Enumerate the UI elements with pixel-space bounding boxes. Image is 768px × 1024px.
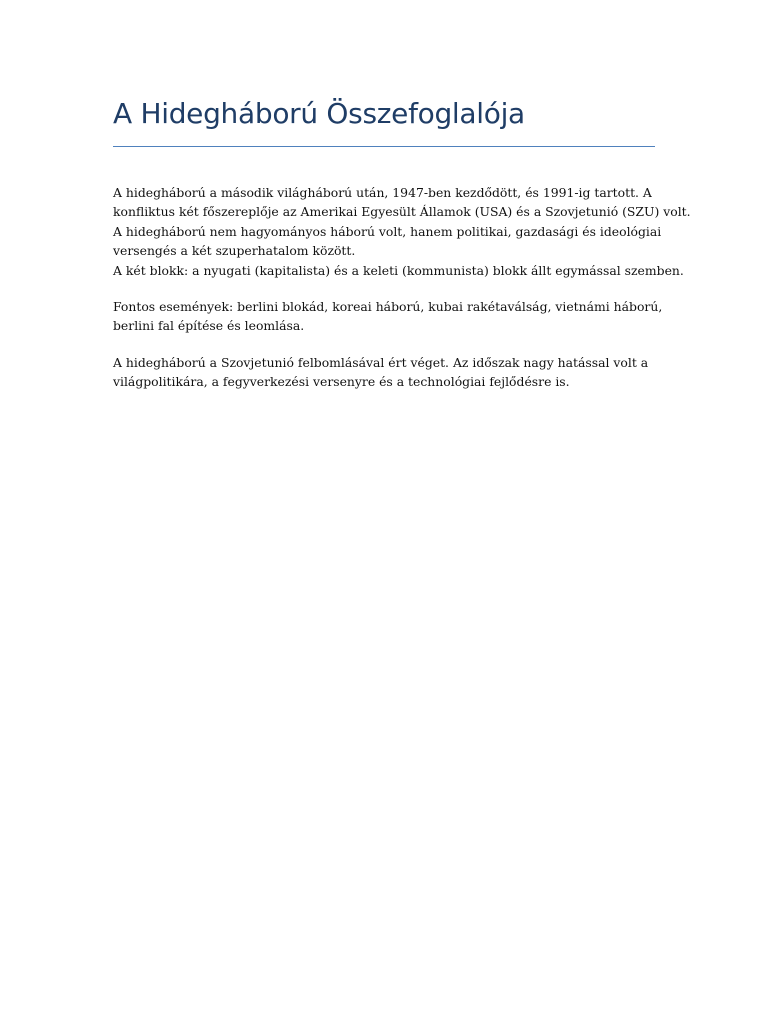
text-line: A hidegháború a Szovjetunió felbomlásával ért véget. Az időszak nagy hatással volt a <box>113 354 649 370</box>
text-line: konfliktus két főszereplője az Amerikai Egyesült Államok (USA) és a Szovjetunió (SZU) volt. <box>113 204 691 220</box>
text-line: A hidegháború nem hagyományos háború volt, hanem politikai, gazdasági és ideológiai <box>113 223 662 239</box>
title-underline <box>113 146 655 147</box>
paragraph-conclusion <box>113 353 655 392</box>
text-line: berlini fal építése és leomlása. <box>113 318 305 334</box>
text-line: Fontos események: berlini blokád, koreai háború, kubai rakétaválság, vietnámi háború, <box>113 299 663 315</box>
text-line: versengés a két szuperhatalom között. <box>113 243 356 259</box>
text-line: A hidegháború a második világháború után, 1947-ben kezdődött, és 1991-ig tartott. A <box>113 185 652 200</box>
paragraph-intro <box>113 183 691 280</box>
paragraph-events <box>113 297 663 336</box>
text-line: világpolitikára, a fegyverkezési versenyre és a technológiai fejlődésre is. <box>113 374 570 390</box>
text-line: A két blokk: a nyugati (kapitalista) és a keleti (kommunista) blokk állt egymással szemben. <box>113 262 684 278</box>
document-content <box>113 92 691 409</box>
document-title: A Hidegháború Összefoglalója <box>113 97 525 130</box>
